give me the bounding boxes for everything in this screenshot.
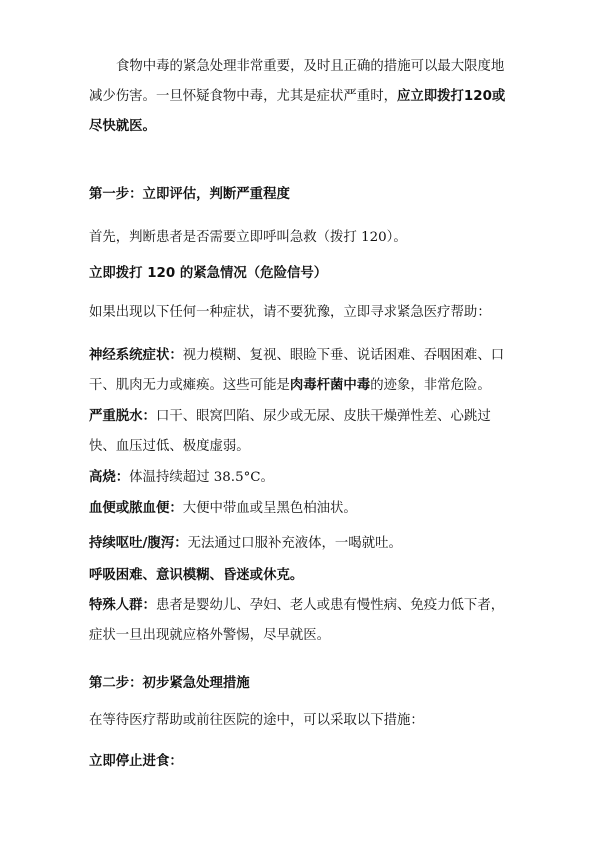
intro-text: 食物中毒的紧急处理非常重要，及时且正确的措施可以最大限度地减少伤害。一旦怀疑食物中毒，尤其是症状严重时， — [89, 59, 505, 104]
item-label: 神经系统症状： — [89, 348, 183, 363]
step2-heading: 第二步：初步紧急处理措施 — [89, 676, 250, 691]
danger-heading: 立即拨打 120 的紧急情况（危险信号） — [89, 266, 328, 281]
item-bold: 肉毒杆菌中毒 — [289, 378, 371, 393]
danger-item-breathing — [89, 561, 509, 591]
danger-intro: 如果出现以下任何一种症状，请不要犹豫，立即寻求紧急医疗帮助： — [89, 305, 491, 320]
item-text: 口干、眼窝凹陷、尿少或无尿、皮肤干燥弹性差、心跳过快、血压过低、极度虚弱。 — [89, 409, 491, 454]
step2-subheading: 立即停止进食： — [89, 754, 183, 769]
item-text: 体温持续超过 38.5°C。 — [129, 470, 274, 485]
item-label: 高烧： — [89, 470, 130, 485]
step2-text: 在等待医疗帮助或前往医院的途中，可以采取以下措施： — [89, 713, 424, 728]
item-text: 大便中带血或呈黑色柏油状。 — [182, 501, 357, 516]
intro-paragraph — [89, 52, 509, 142]
danger-item-dehydration — [89, 402, 509, 462]
item-text: 患者是婴幼儿、孕妇、老人或患有慢性病、免疫力低下者，症状一旦出现就应格外警惕，尽早就医。 — [89, 598, 505, 643]
step1-heading: 第一步：立即评估，判断严重程度 — [89, 187, 290, 202]
item-text: 无法通过口服补充液体，一喝就吐。 — [187, 536, 402, 551]
danger-item-bloody-stool — [89, 494, 509, 524]
item-label: 特殊人群： — [89, 598, 156, 613]
danger-item-vomiting — [89, 529, 509, 559]
item-label: 血便或脓血便： — [89, 501, 183, 516]
danger-item-neuro — [89, 341, 509, 401]
step1-text: 首先，判断患者是否需要立即呼叫急救（拨打 120）。 — [89, 230, 407, 245]
intro-bold: 应立即拨打120或尽快就医。 — [89, 89, 506, 134]
danger-item-fever — [89, 463, 509, 493]
item-tail: 的迹象，非常危险。 — [370, 378, 491, 393]
item-label: 持续呕吐/腹泻： — [89, 536, 188, 551]
item-label: 呼吸困难、意识模糊、昏迷或休克。 — [89, 568, 304, 583]
item-text: 视力模糊、复视、眼睑下垂、说话困难、吞咽困难、口干、肌肉无力或瘫痪。这些可能是 — [89, 348, 505, 393]
danger-item-special-groups — [89, 591, 509, 651]
item-label: 严重脱水： — [89, 409, 156, 424]
